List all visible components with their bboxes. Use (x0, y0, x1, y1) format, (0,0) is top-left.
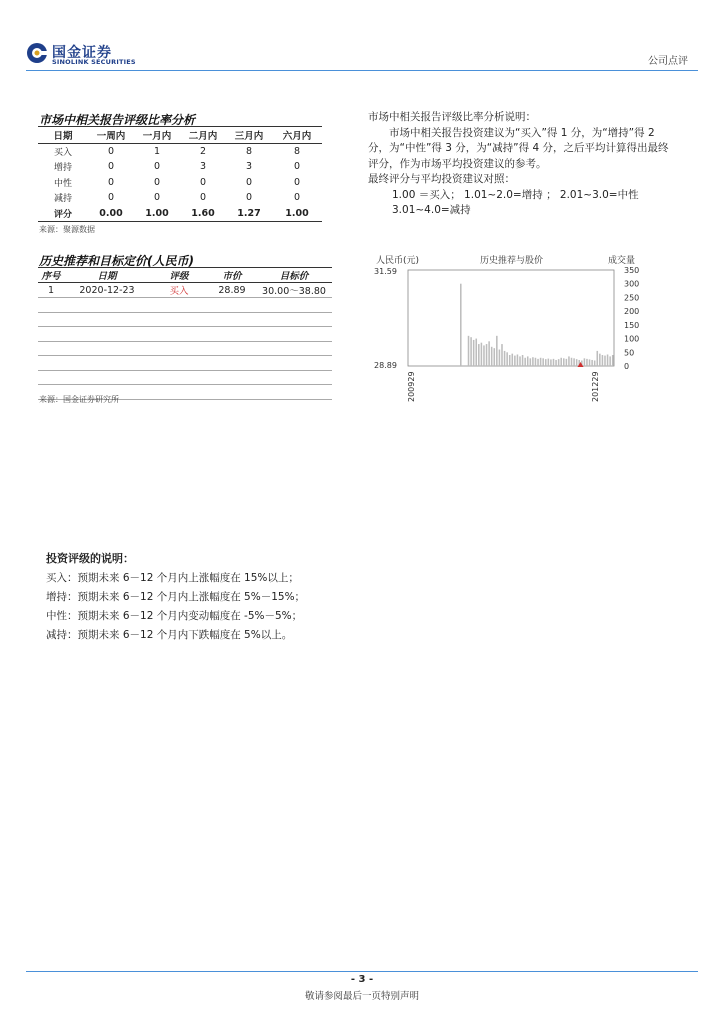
volume-tick-label: 50 (624, 348, 635, 358)
volume-bar (475, 339, 477, 366)
column-header: 二月内 (180, 127, 226, 144)
footer-divider (26, 971, 698, 972)
table-cell: 0 (153, 192, 161, 204)
empty-cell (208, 370, 256, 385)
rating-legend-line: 中性：预期未来 6－12 个月内变动幅度在 -5%－5%； (46, 610, 303, 622)
empty-cell (256, 341, 332, 356)
table-cell: 1.00 (272, 206, 322, 222)
empty-table-row (38, 312, 332, 327)
empty-cell (150, 312, 208, 327)
rating-legend-title: 投资评级的说明： (46, 552, 134, 565)
logo-mark-icon (26, 42, 48, 64)
empty-table-row (38, 356, 332, 371)
volume-bar (548, 359, 550, 366)
row-label: 增持 (53, 163, 72, 174)
empty-cell (64, 327, 150, 342)
table-cell: 0 (293, 176, 301, 188)
x-end-label: 201229 (591, 371, 600, 402)
empty-cell (208, 356, 256, 371)
empty-cell (64, 356, 150, 371)
volume-bar (604, 356, 606, 366)
empty-cell (256, 298, 332, 313)
volume-tick-label: 100 (624, 334, 640, 344)
empty-table-row (38, 327, 332, 342)
volume-bar (473, 340, 475, 366)
column-header: 目标价 (256, 268, 332, 283)
volume-bar (558, 359, 560, 366)
volume-bar (517, 354, 519, 366)
history-source: 来源：国金证券研究所 (39, 395, 119, 404)
volume-tick-label: 350 (624, 266, 640, 275)
rating-stats-header-row (38, 127, 322, 144)
volume-bar (506, 352, 508, 366)
table-cell: 0 (293, 161, 301, 173)
mapping-line: 1.00 ＝买入； 1.01~2.0=增持 ； 2.01~3.0=中性 (392, 188, 639, 201)
volume-bar (468, 336, 470, 366)
empty-cell (64, 298, 150, 313)
volume-bar (566, 359, 568, 366)
empty-cell (150, 327, 208, 342)
history-target: 30.00～38.80 (256, 283, 332, 298)
rating-stats-source: 来源：聚源数据 (39, 225, 95, 234)
row-label: 评分 (38, 206, 88, 222)
volume-bar (599, 354, 601, 366)
volume-bar (501, 344, 503, 366)
volume-bar (535, 358, 537, 366)
rating-legend (46, 550, 305, 645)
empty-cell (256, 385, 332, 400)
volume-bar (481, 343, 483, 366)
empty-cell (150, 356, 208, 371)
price-min-label: 28.89 (374, 361, 397, 370)
table-cell: 3 (199, 161, 207, 173)
volume-bar (584, 358, 586, 366)
history-rating: 买入 (150, 283, 208, 298)
empty-cell (256, 356, 332, 371)
volume-bar (524, 358, 526, 366)
empty-cell (38, 356, 64, 371)
empty-cell (64, 341, 150, 356)
rating-legend-line: 增持：预期未来 6－12 个月内上涨幅度在 5%－15%； (46, 591, 306, 603)
table-row (38, 190, 322, 206)
volume-bar (607, 354, 609, 366)
volume-bar (522, 355, 524, 366)
column-header: 一月内 (134, 127, 180, 144)
empty-cell (208, 327, 256, 342)
empty-table-row (38, 370, 332, 385)
table-cell: 1.00 (134, 206, 180, 222)
volume-bar (542, 358, 544, 366)
table-cell: 0 (107, 176, 115, 188)
empty-cell (208, 298, 256, 313)
mapping-line: 3.01~4.0=减持 (392, 204, 471, 216)
column-header: 日期 (64, 268, 150, 283)
table-cell: 0 (107, 145, 115, 157)
empty-cell (150, 341, 208, 356)
volume-bar (470, 337, 472, 366)
volume-bar (512, 354, 514, 366)
price-max-label: 31.59 (374, 267, 397, 276)
volume-tick-label: 0 (624, 362, 630, 371)
history-title: 历史推荐和目标定价(人民币) (39, 254, 194, 268)
table-row (38, 283, 332, 298)
volume-bar (545, 359, 547, 366)
volume-bar (576, 359, 578, 366)
volume-bar (486, 344, 488, 366)
volume-bar (560, 358, 562, 366)
history-header-row (38, 268, 332, 283)
history-table (38, 267, 332, 400)
empty-cell (38, 341, 64, 356)
table-cell: 2 (199, 145, 207, 157)
volume-bar (491, 347, 493, 366)
empty-cell (38, 370, 64, 385)
table-cell: 1 (153, 145, 161, 157)
volume-bar (596, 351, 598, 366)
logo-text-en: SINOLINK SECURITIES (52, 58, 136, 66)
volume-bar (527, 356, 529, 366)
volume-bar (609, 356, 611, 366)
volume-tick-label: 250 (624, 293, 640, 303)
history-no: 1 (38, 283, 64, 298)
chart-ylabel-right: 成交量 (608, 256, 636, 266)
column-header: 三月内 (226, 127, 272, 144)
table-cell: 0 (199, 192, 207, 204)
volume-bar (563, 358, 565, 366)
empty-cell (150, 298, 208, 313)
column-header: 序号 (38, 268, 64, 283)
rating-legend-line: 减持：预期未来 6－12 个月内下跌幅度在 5%以上。 (46, 629, 293, 641)
rating-legend-line: 买入：预期未来 6－12 个月内上涨幅度在 15%以上； (46, 572, 299, 584)
chart-plot-area (408, 270, 614, 366)
volume-bar (553, 359, 555, 366)
table-cell: 0.00 (88, 206, 134, 222)
empty-table-row (38, 298, 332, 313)
table-cell: 0 (199, 176, 207, 188)
table-row (38, 143, 322, 159)
column-header: 评级 (150, 268, 208, 283)
table-cell: 1.27 (226, 206, 272, 222)
empty-cell (256, 370, 332, 385)
volume-bar (483, 345, 485, 366)
history-date: 2020-12-23 (64, 283, 150, 298)
volume-bar (571, 358, 573, 366)
report-type-label: 公司点评 (648, 56, 688, 67)
volume-bar (499, 350, 501, 366)
table-cell: 0 (245, 192, 253, 204)
table-cell: 1.60 (180, 206, 226, 222)
empty-cell (38, 298, 64, 313)
header-divider (26, 70, 698, 71)
volume-bar (460, 284, 462, 366)
volume-bar (568, 356, 570, 366)
empty-cell (38, 327, 64, 342)
empty-cell (64, 370, 150, 385)
chart-title: 历史推荐与股价 (480, 256, 544, 266)
volume-bar (537, 359, 539, 366)
empty-cell (38, 312, 64, 327)
empty-cell (150, 385, 208, 400)
volume-bar (496, 336, 498, 366)
volume-bar (555, 360, 557, 366)
table-cell: 0 (293, 192, 301, 204)
table-cell: 0 (153, 161, 161, 173)
table-cell: 0 (245, 176, 253, 188)
empty-cell (64, 312, 150, 327)
volume-bar (589, 359, 591, 366)
price-volume-chart (368, 252, 674, 404)
table-cell: 0 (153, 176, 161, 188)
table-cell: 8 (245, 145, 253, 157)
footer-disclaimer: 敬请参阅最后一页特别声明 (304, 991, 419, 1002)
volume-bar (550, 359, 552, 366)
volume-bar (602, 355, 604, 366)
volume-bar (519, 356, 521, 366)
rating-explanation (368, 110, 674, 219)
volume-bar (504, 351, 506, 366)
column-header: 市价 (208, 268, 256, 283)
empty-cell (208, 341, 256, 356)
row-label: 减持 (53, 194, 72, 205)
table-cell: 3 (245, 161, 253, 173)
volume-bar (514, 356, 516, 366)
column-header: 六月内 (272, 127, 322, 144)
score-row (38, 206, 322, 222)
volume-bar (540, 358, 542, 366)
empty-cell (256, 327, 332, 342)
table-cell: 0 (107, 192, 115, 204)
volume-bar (478, 344, 480, 366)
mapping-title: 最终评分与平均投资建议对照： (368, 173, 515, 185)
chart-ylabel-left: 人民币(元) (376, 256, 420, 266)
volume-bar (594, 361, 596, 366)
column-header: 日期 (38, 127, 88, 144)
table-cell: 8 (293, 145, 301, 157)
volume-bar (488, 341, 490, 366)
volume-bar (509, 355, 511, 366)
table-row (38, 159, 322, 175)
volume-tick-label: 300 (624, 279, 640, 289)
empty-cell (208, 312, 256, 327)
volume-bar (612, 355, 614, 366)
table-row (38, 175, 322, 191)
history-price: 28.89 (208, 283, 256, 298)
volume-tick-label: 200 (624, 307, 640, 317)
empty-cell (208, 385, 256, 400)
empty-cell (150, 370, 208, 385)
row-label: 买入 (53, 147, 72, 158)
volume-tick-label: 150 (624, 320, 640, 330)
logo-text-cn: 国金证券 (52, 45, 112, 61)
rating-stats-table (38, 126, 322, 222)
volume-bar (530, 358, 532, 366)
table-cell: 0 (107, 161, 115, 173)
column-header: 一周内 (88, 127, 134, 144)
page-number: - 3 - (350, 974, 374, 985)
explanation-paragraph: 市场中相关报告投资建议为“买入”得 1 分，为“增持”得 2 分，为“中性”得 3 分，为“减持”得 4 分，之后平均计算得出最终评分，作为市场平均投资建议的参考。 (368, 126, 669, 170)
volume-bar (532, 357, 534, 366)
row-label: 中性 (53, 178, 72, 189)
explanation-title: 市场中相关报告评级比率分析说明： (368, 111, 536, 123)
volume-bar (586, 359, 588, 366)
volume-bar (591, 360, 593, 366)
x-start-label: 200929 (407, 371, 416, 402)
rating-stats-title: 市场中相关报告评级比率分析 (39, 113, 196, 127)
volume-bar (573, 358, 575, 366)
empty-cell (256, 312, 332, 327)
empty-table-row (38, 341, 332, 356)
volume-bar (493, 348, 495, 366)
company-logo (26, 42, 136, 68)
